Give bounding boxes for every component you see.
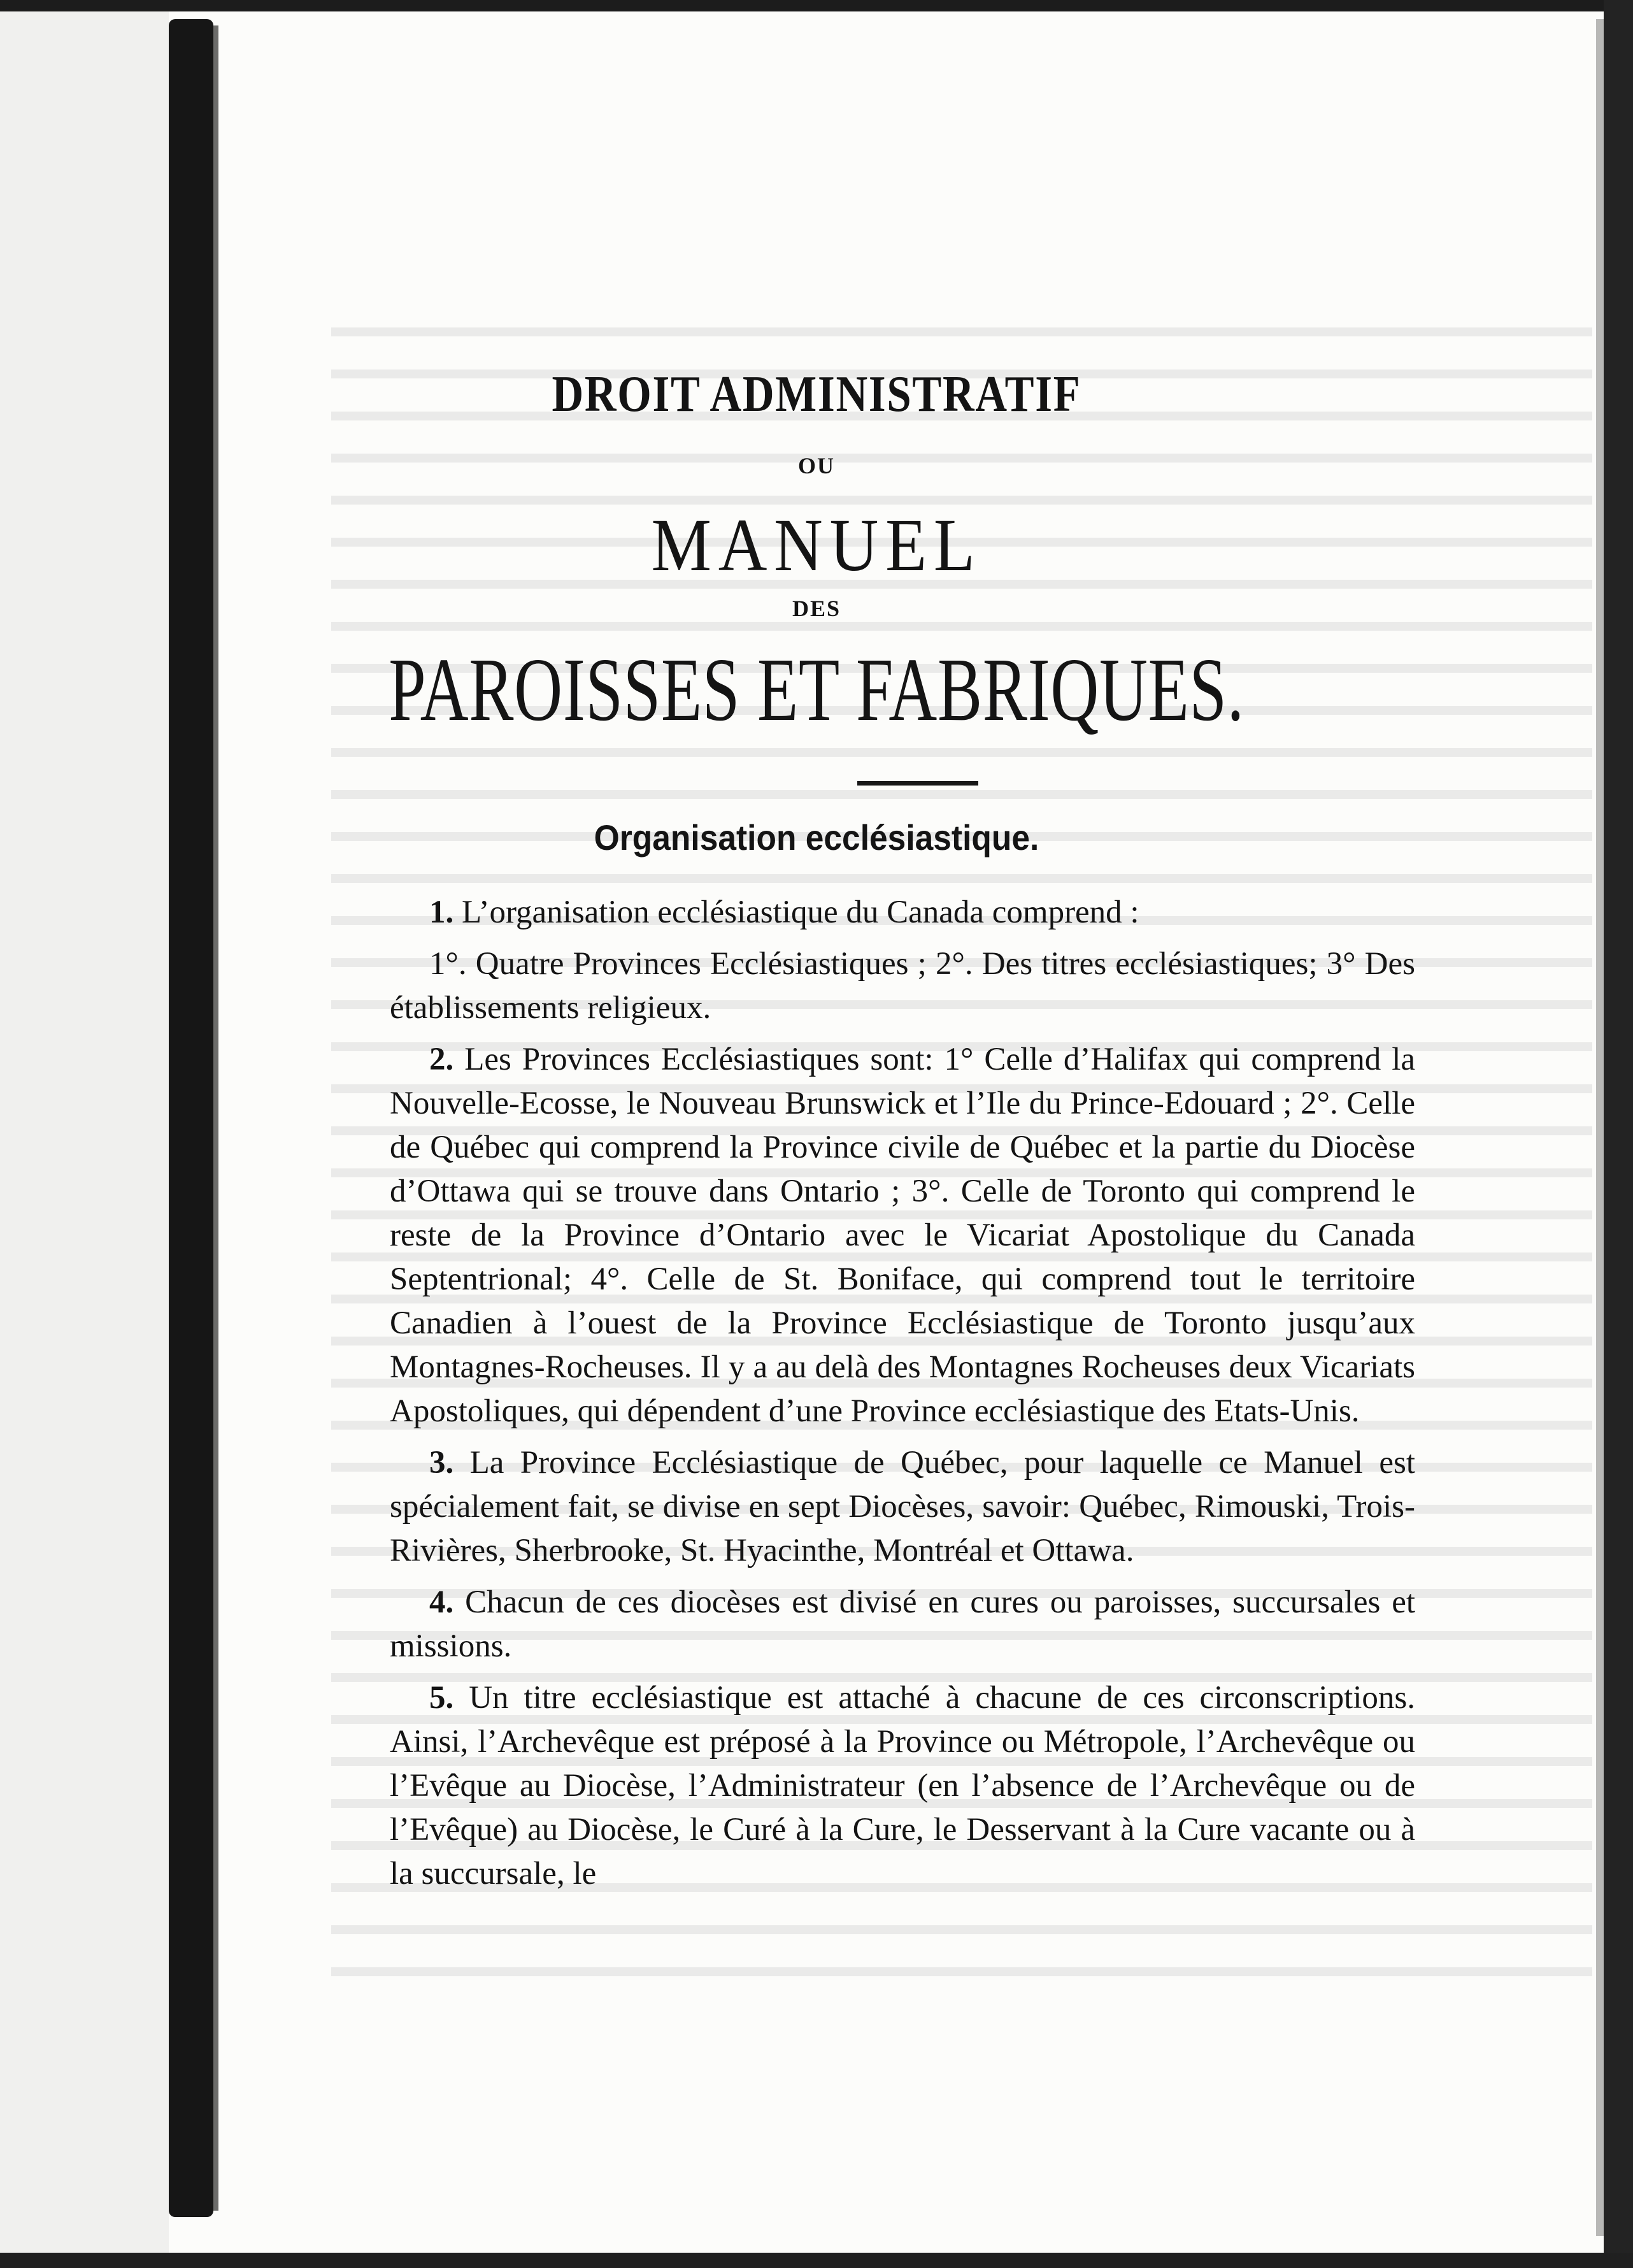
paragraph-text: L’organisation ecclésiastique du Canada comprend :: [462, 894, 1139, 930]
paragraph: [390, 891, 1415, 935]
title-rule: [857, 781, 978, 786]
book-spine: [169, 19, 213, 2217]
top-border: [0, 0, 1633, 11]
title-line-1: DROIT ADMINISTRATIF: [552, 366, 1081, 422]
bottom-border: [0, 2253, 1633, 2268]
paragraph-number: 4.: [429, 1584, 454, 1620]
right-page-edge: [1596, 19, 1604, 2236]
right-border: [1604, 0, 1633, 2268]
title-connector-des: DES: [792, 596, 841, 621]
title-connector-ou: OU: [798, 453, 835, 478]
section-heading: Organisation ecclésiastique.: [594, 817, 1039, 858]
paragraph-number: 3.: [429, 1445, 454, 1481]
paragraph: [390, 1441, 1415, 1573]
paragraph-text: La Province Ecclésiastique de Québec, pour laquelle ce Manuel est spécialement fait, se divise en sept Diocèses, savoir: Québec, Rimouski, Trois-Rivières, Sherbrooke, St. Hyacinthe, Montréal et Ottawa.: [390, 1445, 1415, 1568]
paragraph-text: Les Provinces Ecclésiastiques sont: 1° Celle d’Halifax qui comprend la Nouvelle-Ecosse, le Nouveau Brunswick et l’Ile du Prince-Edouard ; 2°. Celle de Québec qui comprend la Province civile de Québec et la partie du Diocèse d’Ottawa qui se trouve dans Ontario ; 3°. Celle de Toronto qui comprend le reste de la Province d’Ontario avec le Vicariat Apostolique du Canada Septentrional; 4°. Celle de St. Boniface, qui comprend tout le territoire Canadien à l’ouest de la Province Ecclésiastique de Toronto jusqu’aux Montagnes-Rocheuses. Il y a au delà des Montagnes Rocheuses deux Vicariats Apostoliques, qui dépendent d’une Province ecclésiastique des Etats-Unis.: [390, 1042, 1416, 1429]
paragraph: [390, 1676, 1415, 1896]
paragraph: [390, 1038, 1415, 1433]
paragraph: [390, 942, 1415, 1030]
title-line-2: MANUEL: [651, 503, 982, 587]
left-margin: [0, 0, 169, 2268]
paragraph-text: Un titre ecclésiastique est attaché à chacune de ces circonscriptions. Ainsi, l’Archevêque est préposé à la Province ou Métropole, l’Archevêque ou l’Evêque au Diocèse, l’Administrateur (en l’absence de l’Archevêque ou de l’Evêque) au Diocèse, le Curé à la Cure, le Desservant à la Cure vacante ou à la succursale, le: [390, 1680, 1416, 1891]
paragraph: [390, 1581, 1415, 1669]
paragraph-text: Chacun de ces diocèses est divisé en cures ou paroisses, succursales et missions.: [390, 1584, 1416, 1664]
body-text: [390, 891, 1415, 1904]
title-line-3: PAROISSES ET FABRIQUES.: [389, 639, 1244, 740]
spine-shadow: [213, 25, 218, 2211]
paragraph-number: 2.: [429, 1042, 454, 1077]
paragraph-number: 5.: [429, 1680, 454, 1716]
paragraph-text: 1°. Quatre Provinces Ecclésiastiques ; 2°. Des titres ecclésiastiques; 3° Des établissements religieux.: [390, 946, 1415, 1026]
paragraph-number: 1.: [429, 894, 454, 930]
